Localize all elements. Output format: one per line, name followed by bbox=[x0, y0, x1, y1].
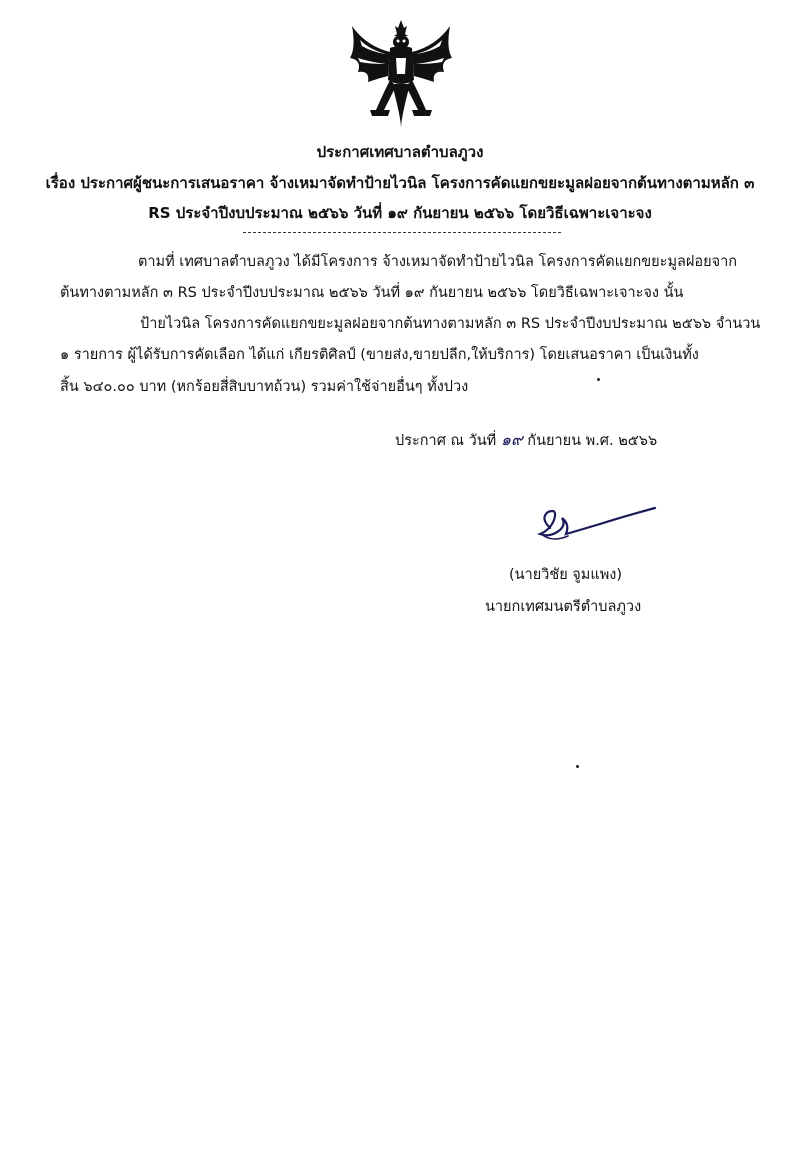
announcement-subject-line-2: RS ประจำปีงบประมาณ ๒๕๖๖ วันที่ ๑๙ กันยายน ๒๕๖๖ โดยวิธีเฉพาะเจาะจง bbox=[148, 204, 652, 222]
body-paragraph-line-5: สิ้น ๖๔๐.๐๐ บาท (หกร้อยสี่สิบบาทถ้วน) รวมค่าใช้จ่ายอื่นๆ ทั้งปวง bbox=[60, 379, 469, 395]
stray-mark bbox=[597, 378, 600, 381]
signature-image bbox=[530, 500, 660, 550]
announcement-date bbox=[395, 430, 657, 451]
separator-dashes bbox=[243, 232, 561, 233]
announcement-organization: ประกาศเทศบาลตำบลภูวง bbox=[316, 143, 484, 161]
announcement-subject-line-1: เรื่อง ประกาศผู้ชนะการเสนอราคา จ้างเหมาจัดทำป้ายไวนิล โครงการคัดแยกขยะมูลฝอยจากต้นทางตามหลัก ๓ bbox=[45, 174, 755, 192]
date-month-year: กันยายน พ.ศ. ๒๕๖๖ bbox=[527, 433, 658, 449]
date-prefix: ประกาศ ณ วันที่ bbox=[395, 433, 497, 449]
body-paragraph-line-4: ๑ รายการ ผู้ได้รับการคัดเลือก ได้แก่ เกียรติศิลป์ (ขายส่ง,ขายปลีก,ให้บริการ) โดยเสนอราคา เป็นเงินทั้ง bbox=[60, 347, 699, 363]
body-paragraph-line-3: ป้ายไวนิล โครงการคัดแยกขยะมูลฝอยจากต้นทางตามหลัก ๓ RS ประจำปีงบประมาณ ๒๕๖๖ จำนวน bbox=[140, 316, 761, 332]
signatory-name: (นายวิชัย จูมแพง) bbox=[509, 567, 622, 583]
signatory-title: นายกเทศมนตรีตำบลภูวง bbox=[485, 599, 642, 615]
body-paragraph-line-1: ตามที่ เทศบาลตำบลภูวง ได้มีโครงการ จ้างเหมาจัดทำป้ายไวนิล โครงการคัดแยกขยะมูลฝอยจาก bbox=[138, 254, 738, 270]
date-day-handwritten: ๑๙ bbox=[500, 430, 523, 449]
body-paragraph-line-2: ต้นทางตามหลัก ๓ RS ประจำปีงบประมาณ ๒๕๖๖ วันที่ ๑๙ กันยายน ๒๕๖๖ โดยวิธีเฉพาะเจาะจง นั้น bbox=[60, 285, 684, 301]
garuda-emblem-icon bbox=[346, 18, 456, 130]
stray-mark bbox=[576, 765, 579, 768]
